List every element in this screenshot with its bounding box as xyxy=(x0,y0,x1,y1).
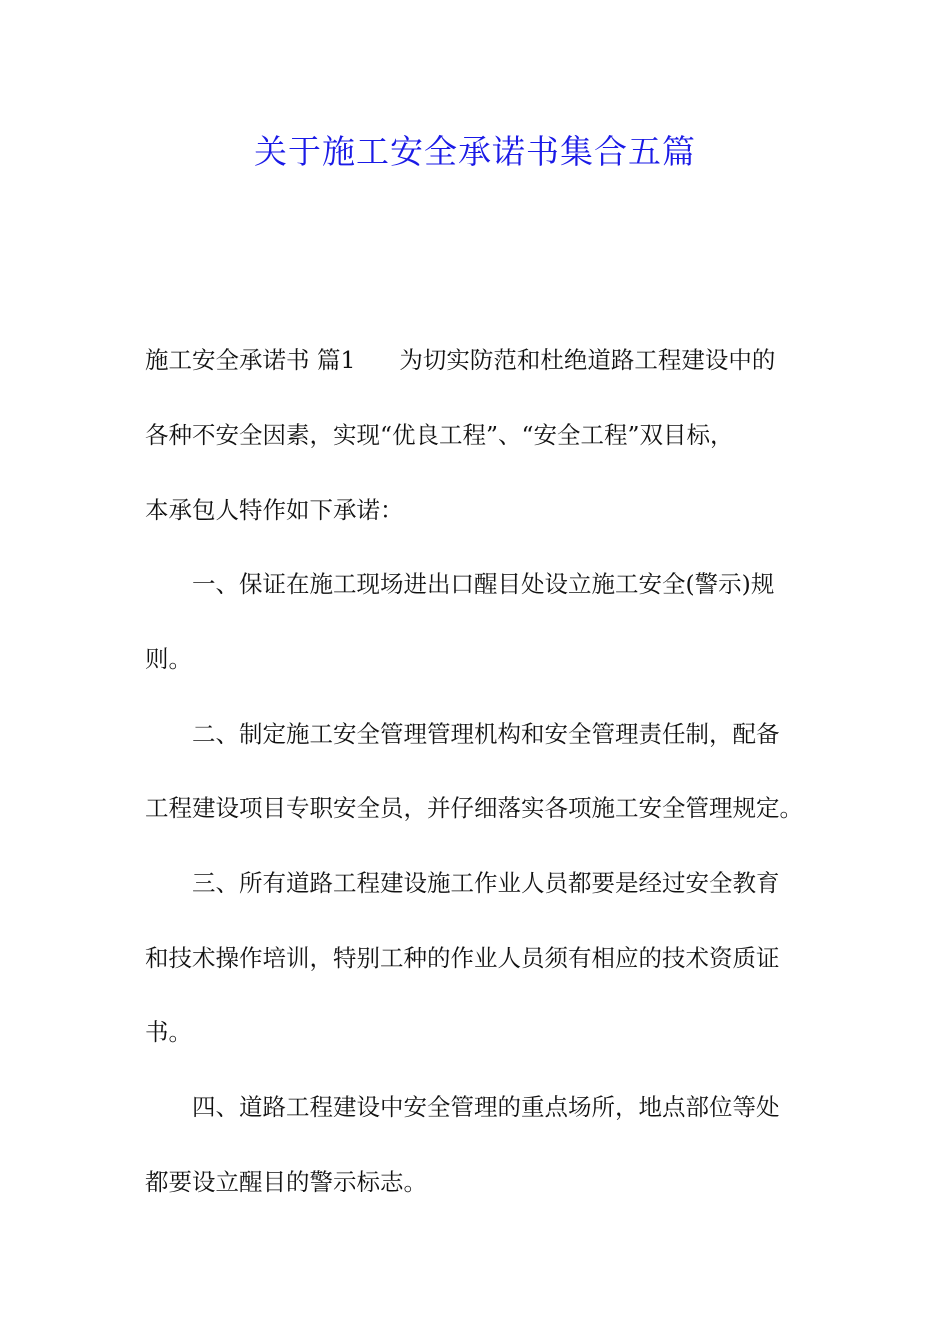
section-heading: 施工安全承诺书 篇1 xyxy=(145,346,356,374)
paragraph-line: 和技术操作培训，特别工种的作业人员须有相应的技术资质证 xyxy=(145,944,780,972)
paragraph-line: 一、保证在施工现场进出口醒目处设立施工安全(警示)规 xyxy=(192,570,775,598)
paragraph-line: 三、所有道路工程建设施工作业人员都要是经过安全教育 xyxy=(192,869,780,897)
paragraph-line: 则。 xyxy=(145,645,192,673)
document-title: 关于施工安全承诺书集合五篇 xyxy=(254,132,696,171)
heading-line xyxy=(145,343,775,377)
paragraph-line: 工程建设项目专职安全员，并仔细落实各项施工安全管理规定。 xyxy=(145,794,803,822)
paragraph-text: 为切实防范和杜绝道路工程建设中的 xyxy=(399,346,776,374)
paragraph-line: 各种不安全因素，实现“优良工程”、“安全工程”双目标， xyxy=(145,421,734,449)
paragraph-line: 书。 xyxy=(145,1018,192,1046)
paragraph-line: 二、制定施工安全管理管理机构和安全管理责任制，配备 xyxy=(192,720,780,748)
paragraph-line: 本承包人特作如下承诺： xyxy=(145,496,404,524)
paragraph-line: 都要设立醒目的警示标志。 xyxy=(145,1168,427,1196)
paragraph-line: 四、道路工程建设中安全管理的重点场所，地点部位等处 xyxy=(192,1093,780,1121)
